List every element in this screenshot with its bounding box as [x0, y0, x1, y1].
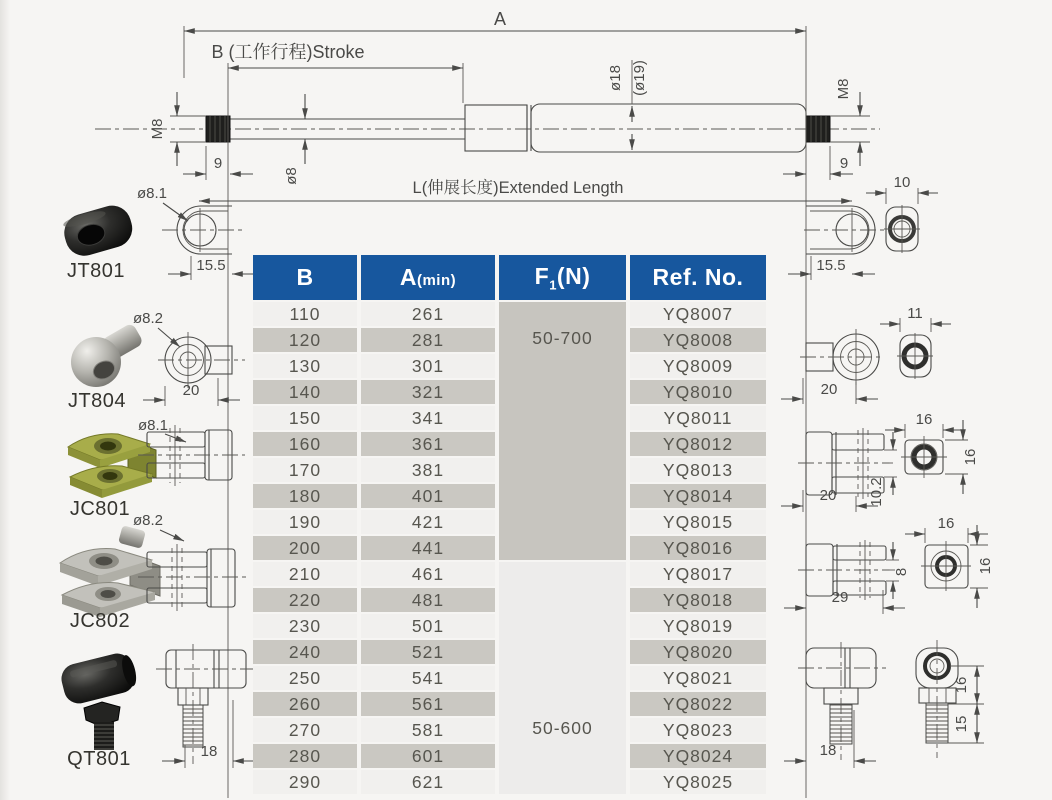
ref-no-value: YQ8016 — [630, 536, 766, 560]
ref-no-value: YQ8010 — [630, 380, 766, 404]
fitting-photo-jc801 — [68, 434, 156, 498]
dim-thread-left-label: M8 — [149, 118, 166, 140]
b-value: 120 — [253, 328, 357, 352]
drawing-clevis-small-right — [781, 411, 979, 512]
a-min-value: 361 — [361, 432, 495, 456]
b-value: 170 — [253, 458, 357, 482]
fitting-photo-qt801 — [58, 650, 139, 750]
fitting-code-jt804: JT804 — [67, 390, 127, 412]
force-range-label: 50-600 — [532, 718, 593, 738]
a-min-value: 401 — [361, 484, 495, 508]
table-row — [253, 302, 766, 326]
ref-no-value: YQ8017 — [630, 562, 766, 586]
eyelet-left-drawing — [162, 206, 255, 280]
spec-table — [249, 253, 770, 796]
dim-extended-length-label: L(伸展长度)Extended Length — [412, 179, 624, 197]
b-value: 180 — [253, 484, 357, 508]
ref-no-value: YQ8022 — [630, 692, 766, 716]
drawing-ball-socket-right — [781, 305, 951, 404]
dim-tube-dia-label: ø18 — [607, 65, 624, 91]
b-value: 200 — [253, 536, 357, 560]
b-value: 220 — [253, 588, 357, 612]
dim-thread-right-label: M8 — [835, 78, 852, 100]
col-header-f-main: F — [534, 262, 550, 289]
ref-no-value: YQ8009 — [630, 354, 766, 378]
ref-no-value: YQ8019 — [630, 614, 766, 638]
a-min-value: 421 — [361, 510, 495, 534]
b-value: 190 — [253, 510, 357, 534]
table-row — [253, 562, 766, 586]
fitting-photo-jt804 — [71, 322, 144, 387]
fitting-jt801-callout — [137, 185, 188, 221]
b-value: 160 — [253, 432, 357, 456]
fitting-photo-jc802 — [60, 525, 160, 617]
b-value: 280 — [253, 744, 357, 768]
fitting-code-jt801: JT801 — [66, 260, 126, 282]
col-header-f-sub: 1 — [549, 277, 557, 293]
dim-clevis-large-front-h-label: 16 — [977, 557, 994, 575]
a-min-value: 281 — [361, 328, 495, 352]
dim-thread-len-right-label: 9 — [839, 155, 849, 172]
drawing-clevis-large-right — [784, 515, 994, 614]
b-value: 150 — [253, 406, 357, 430]
dim-jt804-dia-label: ø8.2 — [132, 310, 164, 327]
ref-no-value: YQ8015 — [630, 510, 766, 534]
b-value: 250 — [253, 666, 357, 690]
b-value: 260 — [253, 692, 357, 716]
dim-eyelet-width-label: 10 — [893, 174, 911, 191]
dim-balljoint-stud-label: 15 — [953, 715, 970, 733]
dim-total-length-label: A — [493, 9, 507, 29]
fitting-code-qt801: QT801 — [67, 748, 131, 770]
fitting-code-jc802: JC802 — [69, 610, 131, 632]
b-value: 140 — [253, 380, 357, 404]
col-header-a-main: A — [399, 264, 417, 290]
col-header-a-min — [361, 255, 495, 300]
dim-clevis-large-side-label: 29 — [831, 589, 849, 606]
rod-thread-right — [806, 116, 830, 142]
dim-clevis-small-side-label: 20 — [819, 487, 837, 504]
ref-no-value: YQ8012 — [630, 432, 766, 456]
dim-jc802-dia-label: ø8.2 — [132, 512, 164, 529]
dim-clevis-large-slot-label: 8 — [893, 567, 910, 577]
a-min-value: 461 — [361, 562, 495, 586]
dim-clevis-small-slot-label: 10.2 — [868, 477, 885, 507]
dim-eyelet-depth-right-label: 15.5 — [816, 257, 846, 274]
ref-no-value: YQ8007 — [630, 302, 766, 326]
gas-spring-spec-table — [249, 253, 770, 796]
gas-spring-side-view — [95, 104, 880, 152]
a-min-value: 601 — [361, 744, 495, 768]
col-header-ref-no: Ref. No. — [630, 255, 766, 300]
eyelet-front-view-drawing — [866, 174, 938, 253]
dim-thread-len-left-label: 9 — [213, 155, 223, 172]
dim-balljoint-head-label: 16 — [953, 676, 970, 694]
a-min-value: 561 — [361, 692, 495, 716]
col-header-b: B — [253, 255, 357, 300]
dim-stroke-label: B (工作行程)Stroke — [211, 42, 365, 62]
dim-qt801-width-label: 18 — [200, 743, 218, 760]
a-min-value: 261 — [361, 302, 495, 326]
dim-balljoint-side-label: 18 — [819, 742, 837, 759]
ref-no-value: YQ8024 — [630, 744, 766, 768]
dim-jt801-dia-label: ø8.1 — [136, 185, 168, 202]
ref-no-value: YQ8013 — [630, 458, 766, 482]
a-min-value: 621 — [361, 770, 495, 794]
ref-no-value: YQ8025 — [630, 770, 766, 794]
a-min-value: 441 — [361, 536, 495, 560]
col-header-a-sub: (min) — [416, 272, 457, 289]
dim-ballsocket-side-label: 20 — [820, 381, 838, 398]
a-min-value: 481 — [361, 588, 495, 612]
drawing-ball-joint-right — [784, 640, 984, 768]
eyelet-right-drawing — [788, 206, 884, 280]
fitting-drawing-qt801 — [156, 644, 258, 768]
ref-no-value: YQ8014 — [630, 484, 766, 508]
dim-clevis-large-front-w-label: 16 — [937, 515, 955, 532]
ref-no-value: YQ8020 — [630, 640, 766, 664]
b-value: 290 — [253, 770, 357, 794]
rod-thread-left — [206, 116, 230, 142]
dim-tube-dia-alt-label: (ø19) — [631, 60, 648, 96]
a-min-value: 501 — [361, 614, 495, 638]
b-value: 270 — [253, 718, 357, 742]
ref-no-value: YQ8021 — [630, 666, 766, 690]
b-value: 240 — [253, 640, 357, 664]
a-min-value: 301 — [361, 354, 495, 378]
force-range-cell — [499, 562, 626, 794]
dim-rod-dia-label: ø8 — [283, 167, 300, 185]
spec-table-body — [253, 302, 766, 794]
ref-no-value: YQ8018 — [630, 588, 766, 612]
a-min-value: 521 — [361, 640, 495, 664]
fitting-code-jc801: JC801 — [69, 498, 131, 520]
b-value: 110 — [253, 302, 357, 326]
col-header-f-unit: (N) — [556, 262, 591, 289]
header-row — [253, 255, 766, 300]
dim-jc801-dia-label: ø8.1 — [137, 417, 169, 434]
b-value: 230 — [253, 614, 357, 638]
dim-eyelet-depth-left-label: 15.5 — [196, 257, 226, 274]
a-min-value: 321 — [361, 380, 495, 404]
b-value: 210 — [253, 562, 357, 586]
force-range-cell — [499, 302, 626, 560]
ref-no-value: YQ8011 — [630, 406, 766, 430]
ref-no-value: YQ8023 — [630, 718, 766, 742]
dim-ballsocket-front-label: 11 — [907, 305, 923, 322]
a-min-value: 381 — [361, 458, 495, 482]
ref-no-value: YQ8008 — [630, 328, 766, 352]
dim-clevis-small-front-w-label: 16 — [915, 411, 933, 428]
b-value: 130 — [253, 354, 357, 378]
col-header-f1n — [499, 255, 626, 300]
dim-clevis-small-front-h-label: 16 — [962, 448, 979, 466]
a-min-value: 341 — [361, 406, 495, 430]
dim-jt804-width-label: 20 — [182, 382, 200, 399]
fitting-photo-jt801 — [60, 201, 137, 260]
a-min-value: 541 — [361, 666, 495, 690]
a-min-value: 581 — [361, 718, 495, 742]
force-range-label: 50-700 — [532, 328, 593, 348]
